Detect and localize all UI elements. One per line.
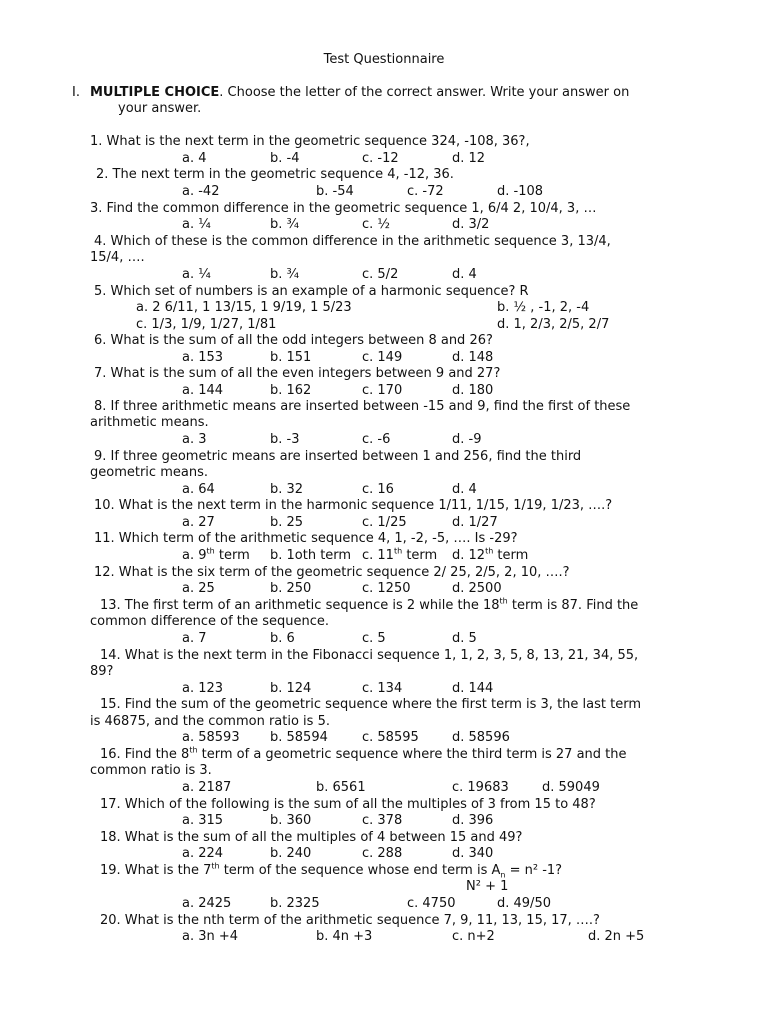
q2-option-a: a. -42 (182, 184, 220, 199)
question-20: 20. What is the nth term of the arithmetic sequence 7, 9, 11, 13, 15, 17, ….? (100, 913, 600, 928)
question-11: 11. Which term of the arithmetic sequence 4, 1, -2, -5, …. Is -29? (94, 531, 518, 546)
section-heading (90, 85, 629, 101)
q4-option-a: a. ¼ (182, 267, 211, 282)
question-12: 12. What is the six term of the geometric sequence 2/ 25, 2/5, 2, 10, ….? (94, 565, 570, 580)
q14-option-a: a. 123 (182, 681, 224, 696)
question-15-cont: is 46875, and the common ratio is 5. (90, 714, 330, 729)
q19-option-d: d. 49/50 (497, 896, 551, 911)
q8-option-a: a. 3 (182, 432, 207, 447)
question-5: 5. Which set of numbers is an example of a harmonic sequence? R (94, 284, 529, 299)
question-16-cont: common ratio is 3. (90, 763, 212, 778)
q17-option-d: d. 396 (452, 813, 494, 828)
q19-option-a: a. 2425 (182, 896, 232, 911)
question-9-cont: geometric means. (90, 465, 208, 480)
q3-option-d: d. 3/2 (452, 217, 490, 232)
q4-option-d: d. 4 (452, 267, 477, 282)
question-4-cont: 15/4, …. (90, 250, 145, 265)
q11-option-b: b. 1oth term (270, 548, 352, 563)
question-9: 9. If three geometric means are inserted between 1 and 256, find the third (94, 449, 582, 464)
q7-option-c: c. 170 (362, 383, 403, 398)
q1-option-d: d. 12 (452, 151, 486, 166)
q17-option-c: c. 378 (362, 813, 403, 828)
q1-option-c: c. -12 (362, 151, 399, 166)
q15-option-d: d. 58596 (452, 730, 510, 745)
q16-text-start: 16. Find the 8 (100, 747, 190, 762)
q19-text-mid: term of the sequence whose end term is A (219, 863, 501, 878)
q11-a-num: a. 9 (182, 548, 207, 563)
q19-option-c: c. 4750 (407, 896, 456, 911)
q13-option-a: a. 7 (182, 631, 207, 646)
q13-text-end: term is 87. Find the (507, 598, 639, 613)
question-15: 15. Find the sum of the geometric sequence where the first term is 3, the last term (100, 697, 641, 712)
q5-option-c: c. 1/3, 1/9, 1/27, 1/81 (136, 317, 277, 332)
question-14: 14. What is the next term in the Fibonacci sequence 1, 1, 2, 3, 5, 8, 13, 21, 34, 55, (100, 648, 639, 663)
q8-option-b: b. -3 (270, 432, 300, 447)
ordinal-suffix: th (211, 861, 220, 871)
q9-option-a: a. 64 (182, 482, 215, 497)
q10-option-c: c. 1/25 (362, 515, 407, 530)
q6-option-c: c. 149 (362, 350, 403, 365)
q20-option-c: c. n+2 (452, 929, 495, 944)
q11-a-term: term (218, 548, 250, 563)
q14-option-c: c. 134 (362, 681, 403, 696)
q18-option-d: d. 340 (452, 846, 494, 861)
q15-option-a: a. 58593 (182, 730, 240, 745)
question-4: 4. Which of these is the common difference in the arithmetic sequence 3, 13/4, (94, 234, 611, 249)
q12-option-c: c. 1250 (362, 581, 411, 596)
section-instruction-cont: your answer. (118, 101, 202, 116)
question-13-cont: common difference of the sequence. (90, 614, 330, 629)
q17-option-a: a. 315 (182, 813, 224, 828)
q18-option-a: a. 224 (182, 846, 224, 861)
question-19 (100, 863, 562, 879)
page-title: Test Questionnaire (323, 52, 445, 67)
question-7: 7. What is the sum of all the even integers between 9 and 27? (94, 366, 501, 381)
q7-option-b: b. 162 (270, 383, 312, 398)
question-13 (100, 598, 638, 614)
q18-option-c: c. 288 (362, 846, 403, 861)
q3-option-b: b. ¾ (270, 217, 300, 232)
q11-c-num: c. 11 (362, 548, 394, 563)
q20-option-d: d. 2n +5 (588, 929, 645, 944)
question-16 (100, 747, 627, 763)
q19-option-b: b. 2325 (270, 896, 320, 911)
q11-option-c (362, 548, 437, 564)
q10-option-d: d. 1/27 (452, 515, 498, 530)
question-3: 3. Find the common difference in the geometric sequence 1, 6/4 2, 10/4, 3, … (90, 201, 597, 216)
q11-c-term: term (406, 548, 438, 563)
ordinal-suffix: th (499, 596, 508, 606)
q10-option-a: a. 27 (182, 515, 215, 530)
q9-option-c: c. 16 (362, 482, 394, 497)
q14-option-b: b. 124 (270, 681, 312, 696)
q9-option-b: b. 32 (270, 482, 304, 497)
q16-option-d: d. 59049 (542, 780, 600, 795)
q3-option-a: a. ¼ (182, 217, 211, 232)
q2-option-b: b. -54 (316, 184, 354, 199)
q20-option-a: a. 3n +4 (182, 929, 239, 944)
q1-option-b: b. -4 (270, 151, 300, 166)
question-8-cont: arithmetic means. (90, 415, 209, 430)
q16-option-b: b. 6561 (316, 780, 366, 795)
q13-option-c: c. 5 (362, 631, 386, 646)
q15-option-b: b. 58594 (270, 730, 328, 745)
ordinal-suffix: th (206, 546, 215, 556)
ordinal-suffix: th (393, 546, 403, 556)
q14-option-d: d. 144 (452, 681, 494, 696)
q5-option-d: d. 1, 2/3, 2/5, 2/7 (497, 317, 610, 332)
subscript-n: n (500, 870, 506, 880)
ordinal-suffix: th (189, 745, 198, 755)
q9-option-d: d. 4 (452, 482, 477, 497)
q10-option-b: b. 25 (270, 515, 304, 530)
q8-option-d: d. -9 (452, 432, 482, 447)
section-instruction: . Choose the letter of the correct answer. Write your answer on (219, 85, 630, 100)
q6-option-a: a. 153 (182, 350, 224, 365)
q13-option-b: b. 6 (270, 631, 295, 646)
q19-formula-denominator: N² + 1 (466, 879, 509, 894)
q16-option-a: a. 2187 (182, 780, 232, 795)
q20-option-b: b. 4n +3 (316, 929, 373, 944)
question-14-cont: 89? (90, 664, 114, 679)
q4-option-c: c. 5/2 (362, 267, 399, 282)
q11-option-d (452, 548, 528, 564)
q12-option-a: a. 25 (182, 581, 215, 596)
q5-option-a: a. 2 6/11, 1 13/15, 1 9/19, 1 5/23 (136, 300, 352, 315)
q5-option-b: b. ½ , -1, 2, -4 (497, 300, 590, 315)
q12-option-b: b. 250 (270, 581, 312, 596)
q16-text-end: term of a geometric sequence where the third term is 27 and the (197, 747, 627, 762)
section-number: I. (72, 85, 80, 100)
q8-option-c: c. -6 (362, 432, 391, 447)
question-18: 18. What is the sum of all the multiples of 4 between 15 and 49? (100, 830, 523, 845)
q13-option-d: d. 5 (452, 631, 477, 646)
q16-option-c: c. 19683 (452, 780, 509, 795)
q6-option-b: b. 151 (270, 350, 312, 365)
q11-d-term: term (497, 548, 529, 563)
q13-text-start: 13. The first term of an arithmetic sequence is 2 while the 18 (100, 598, 500, 613)
q2-option-d: d. -108 (497, 184, 544, 199)
q7-option-a: a. 144 (182, 383, 224, 398)
q12-option-d: d. 2500 (452, 581, 502, 596)
question-17: 17. Which of the following is the sum of all the multiples of 3 from 15 to 48? (100, 797, 596, 812)
q2-option-c: c. -72 (407, 184, 444, 199)
section-name: MULTIPLE CHOICE (90, 85, 220, 100)
question-2: 2. The next term in the geometric sequence 4, -12, 36. (96, 167, 454, 182)
q3-option-c: c. ½ (362, 217, 391, 232)
question-10: 10. What is the next term in the harmonic sequence 1/11, 1/15, 1/19, 1/23, ….? (94, 498, 613, 513)
q17-option-b: b. 360 (270, 813, 312, 828)
q18-option-b: b. 240 (270, 846, 312, 861)
question-6: 6. What is the sum of all the odd integers between 8 and 26? (94, 333, 493, 348)
q19-text-start: 19. What is the 7 (100, 863, 212, 878)
q6-option-d: d. 148 (452, 350, 494, 365)
q4-option-b: b. ¾ (270, 267, 300, 282)
q15-option-c: c. 58595 (362, 730, 419, 745)
q19-formula-numerator: = n² -1? (505, 863, 563, 878)
q11-option-a (182, 548, 250, 564)
question-1: 1. What is the next term in the geometric sequence 324, -108, 36?, (90, 134, 530, 149)
ordinal-suffix: th (485, 546, 494, 556)
question-8: 8. If three arithmetic means are inserted between -15 and 9, find the first of these (94, 399, 631, 414)
q7-option-d: d. 180 (452, 383, 494, 398)
q11-d-num: d. 12 (452, 548, 486, 563)
q1-option-a: a. 4 (182, 151, 207, 166)
